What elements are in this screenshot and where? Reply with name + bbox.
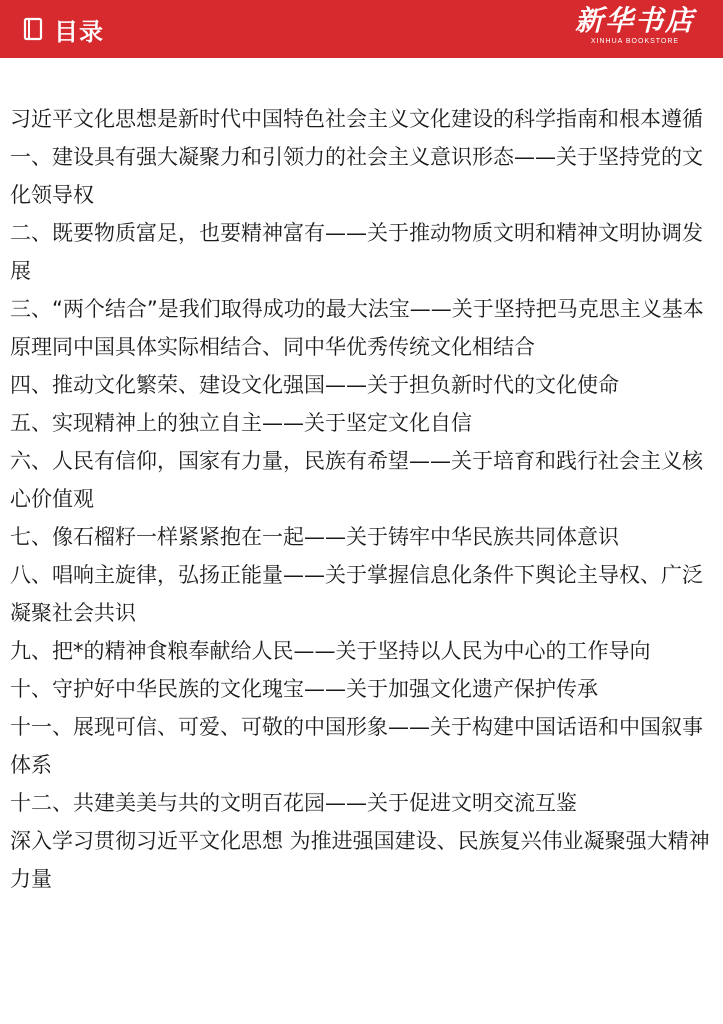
toc-item-chapter-4[interactable]: 四、推动文化繁荣、建设文化强国——关于担负新时代的文化使命: [10, 373, 619, 397]
header-bar: [0, 0, 723, 58]
table-of-contents: [10, 100, 710, 898]
logo-english-text: XINHUA BOOKSTORE: [590, 38, 680, 45]
page-title: 目录: [54, 17, 104, 46]
logo-chinese-text: 新华书店: [574, 4, 695, 37]
toc-item-chapter-5[interactable]: 五、实现精神上的独立自主——关于坚定文化自信: [10, 411, 472, 435]
toc-item-chapter-1[interactable]: 一、建设具有强大凝聚力和引领力的社会主义意识形态——关于坚持党的文化领导权: [10, 145, 703, 207]
book-icon: [22, 17, 44, 41]
toc-item-chapter-3[interactable]: 三、“两个结合”是我们取得成功的最大法宝——关于坚持把马克思主义基本原理同中国具体实际相结合、同中华优秀传统文化相结合: [10, 297, 704, 359]
toc-item-chapter-6[interactable]: 六、人民有信仰，国家有力量，民族有希望——关于培育和践行社会主义核心价值观: [10, 449, 703, 511]
toc-item-chapter-8[interactable]: 八、唱响主旋律，弘扬正能量——关于掌握信息化条件下舆论主导权、广泛凝聚社会共识: [10, 563, 703, 625]
toc-item-chapter-10[interactable]: 十、守护好中华民族的文化瑰宝——关于加强文化遗产保护传承: [10, 677, 598, 701]
toc-item-chapter-12[interactable]: 十二、共建美美与共的文明百花园——关于促进文明交流互鉴: [10, 791, 577, 815]
toc-item-conclusion[interactable]: 深入学习贯彻习近平文化思想 为推进强国建设、民族复兴伟业凝聚强大精神力量: [10, 829, 710, 891]
toc-item-chapter-7[interactable]: 七、像石榴籽一样紧紧抱在一起——关于铸牢中华民族共同体意识: [10, 525, 619, 549]
toc-item-chapter-11[interactable]: 十一、展现可信、可爱、可敬的中国形象——关于构建中国话语和中国叙事体系: [10, 715, 703, 777]
toc-item-chapter-2[interactable]: 二、既要物质富足，也要精神富有——关于推动物质文明和精神文明协调发展: [10, 221, 703, 283]
toc-item-chapter-9[interactable]: 九、把*的精神食粮奉献给人民——关于坚持以人民为中心的工作导向: [10, 639, 651, 663]
toc-item-intro[interactable]: 习近平文化思想是新时代中国特色社会主义文化建设的科学指南和根本遵循: [10, 107, 703, 131]
xinhua-logo: [565, 5, 705, 53]
